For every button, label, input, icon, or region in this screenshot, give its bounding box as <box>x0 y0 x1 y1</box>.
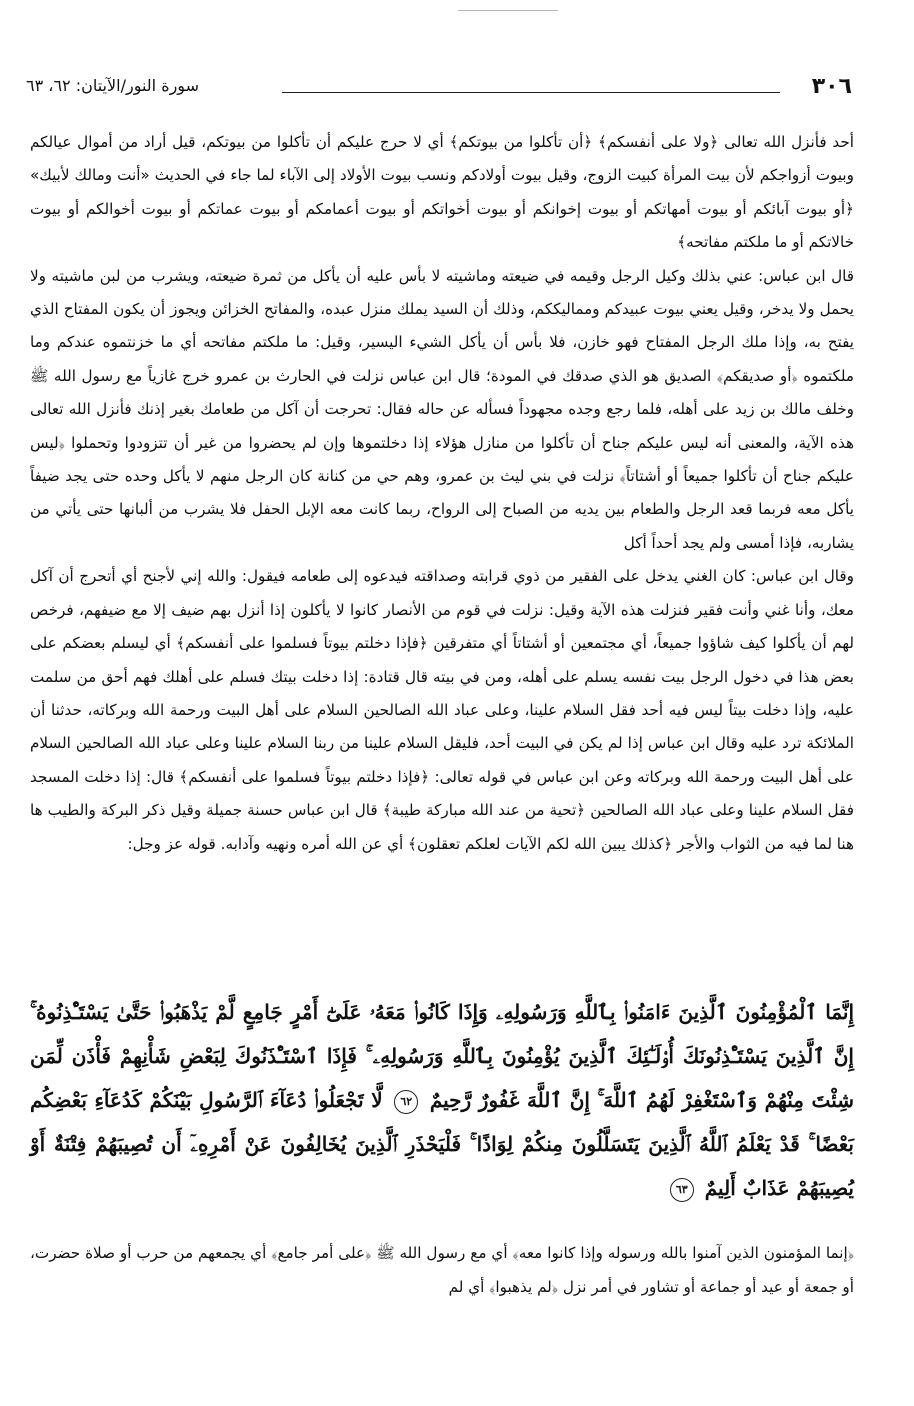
page-number: ٣٠٦ <box>811 74 852 99</box>
ayah-number-63: ٦٣ <box>670 1178 694 1202</box>
verse-63: لَّا تَجْعَلُوا۟ دُعَآءَ ٱلرَّسُولِ بَيْنَكُمْ كَدُعَآءِ بَعْضِكُم بَعْضًا ۚ قَدْ يَعْلَمُ ٱللَّهُ ٱلَّذِينَ يَتَسَلَّلُونَ مِنكُمْ لِوَاذًا ۚ فَلْيَحْذَرِ ٱلَّذِينَ يُخَالِفُونَ عَنْ أَمْرِهِۦٓ أَن تُصِيبَهُمْ فِتْنَةٌ أَوْ يُصِيبَهُمْ عَذَابٌ أَلِيمٌ <box>30 1088 854 1200</box>
verse-62: إِنَّمَا ٱلْمُؤْمِنُونَ ٱلَّذِينَ ءَامَنُوا۟ بِٱللَّهِ وَرَسُولِهِۦ وَإِذَا كَانُوا۟ مَعَهُۥ عَلَىٰٓ أَمْرٍ جَامِعٍ لَّمْ يَذْهَبُوا۟ حَتَّىٰ يَسْتَـْٔذِنُوهُ ۚ إِنَّ ٱلَّذِينَ يَسْتَـْٔذِنُونَكَ أُو۟لَـٰٓئِكَ ٱلَّذِينَ يُؤْمِنُونَ بِٱللَّهِ وَرَسُولِهِۦ ۚ فَإِذَا ٱسْتَـْٔذَنُوكَ لِبَعْضِ شَأْنِهِمْ فَأْذَن لِّمَن شِئْتَ مِنْهُمْ وَٱسْتَغْفِرْ لَهُمُ ٱللَّهَ ۚ إِنَّ ٱللَّهَ غَفُورٌ رَّحِيمٌ <box>30 1000 854 1112</box>
commentary-paragraph: قال ابن عباس: عني بذلك وكيل الرجل وقيمه في ضيعته وماشيته لا بأس عليه أن يأكل من ثمرة ضيعته، ويشرب من لبن ماشيته ولا يحمل ولا يدخر، وقيل يعني بيوت عبيدكم ومماليككم، وذلك أن السيد يملك منزل عبده، والمفاتح الخزائن ويجوز أن يكون المفتاح الذي يفتح به، وإذا ملك الرجل المفتاح فهو خازن، فلا بأس أن يأكل الشيء اليسير، وقيل: ما ملكتم مفاتحه أي ما خزنتموه عندكم وما ملكتموه ﴿أو صديقكم﴾ الصديق هو الذي صدقك في المودة؛ قال ابن عباس نزلت في الحارث بن عمرو خرج غازياً مع رسول الله ﷺ وخلف مالك بن زيد على أهله، فلما رجع وجده مجهوداً فسأله عن حاله فقال: تحرجت أن آكل من طعامك بغير إذنك فأنزل الله تعالى هذه الآية، والمعنى أنه ليس عليكم جناح أن تأكلوا من منازل هؤلاء إذا دخلتموها وإن لم يحضروا من غير أن تتزودوا وتحملوا ﴿ليس عليكم جناح أن تأكلوا جميعاً أو أشتاتاً﴾ نزلت في بني ليث بن عمرو، وهم حي من كنانة كان الرجل منهم لا يأكل وحده حتى يجد ضيفاً يأكل معه فربما قعد الرجل والطعام بين يديه من الصباح إلى الرواح، ربما كانت معه الإبل الحفل فلا يشرب من ألبانها حتى يأتي من يشاربه، فإذا أمسى ولم يجد أحداً أكل <box>30 266 854 552</box>
commentary-paragraph: ﴿إنما المؤمنون الذين آمنوا بالله ورسوله وإذا كانوا معه﴾ أي مع رسول الله ﷺ ﴿على أمر جامع﴾ أي يجمعهم من حرب أو صلاة حضرت، أو جمعة أو عيد أو جماعة أو تشاور في أمر نزل ﴿لم يذهبوا﴾ أي لم <box>30 1244 854 1296</box>
header-rule <box>282 92 780 93</box>
commentary-paragraph: أحد فأنزل الله تعالى ﴿ولا على أنفسكم﴾ ﴿أن تأكلوا من بيوتكم﴾ أي لا حرج عليكم أن تأكلوا من بيوتكم، قيل أراد من أموال عيالكم وبيوت أزواجكم لأن بيت المرأة كبيت الزوج، وقيل بيوت أولادكم ونسب بيوت الأولاد إلى الآباء لما جاء في الحديث «أنت ومالك لأبيك» ﴿أو بيوت آبائكم أو بيوت أمهاتكم أو بيوت إخوانكم أو بيوت أخواتكم أو بيوت أعمامكم أو بيوت عماتكم أو بيوت أخوالكم أو بيوت خالاتكم أو ما ملكتم مفاتحه﴾ <box>30 133 854 252</box>
ayah-number-62: ٦٢ <box>394 1090 418 1114</box>
commentary-block <box>30 126 854 861</box>
commentary-paragraph: وقال ابن عباس: كان الغني يدخل على الفقير من ذوي قرابته وصداقته فيدعوه إلى طعامه فيقول: والله إني لأجنح أي أتحرج أن آكل معك، وأنا غني وأنت فقير فنزلت هذه الآية وقيل: نزلت في قوم من الأنصار كانوا لا يأكلون إذا أنزل بهم ضيف إلا مع ضيفهم، فرخص لهم أن يأكلوا كيف شاؤوا جميعاً، أي مجتمعين أو أشتاتاً أي متفرقين ﴿فإذا دخلتم بيوتاً فسلموا على أنفسكم﴾ أي ليسلم بعضكم على بعض هذا في دخول الرجل بيت نفسه يسلم على أهله، ومن في بيته قال قتادة: إذا دخلت بيتك فسلم على أهلك فهم أحق من سلمت عليه، وإذا دخلت بيتاً ليس فيه أحد فقل السلام علينا، وعلى عباد الله الصالحين السلام على أهل البيت ورحمة الله وبركاته، حدثنا أن الملائكة ترد عليه وقال ابن عباس إذا لم يكن في البيت أحد، فليقل السلام علينا من ربنا السلام علينا وعلى عباد الله الصالحين السلام على أهل البيت ورحمة الله وبركاته وعن ابن عباس في قوله تعالى: ﴿فإذا دخلتم بيوتاً فسلموا على أنفسكم﴾ قال: إذا دخلت المسجد فقل السلام علينا وعلى عباد الله الصالحين ﴿تحية من عند الله مباركة طيبة﴾ قال ابن عباس حسنة جميلة وقيل ذكر البركة والطيب ها هنا لما فيه من الثواب والأجر ﴿كذلك يبين الله لكم الآيات لعلكم تعقلون﴾ أي عن الله أمره ونهيه وآدابه. قوله عز وجل: <box>30 567 854 853</box>
top-rule <box>458 10 558 11</box>
quran-verses <box>30 990 854 1210</box>
surah-title: سورة النور/الآيتان: ٦٢، ٦٣ <box>26 76 199 95</box>
page-header <box>26 70 852 110</box>
commentary-block-2 <box>30 1236 854 1304</box>
